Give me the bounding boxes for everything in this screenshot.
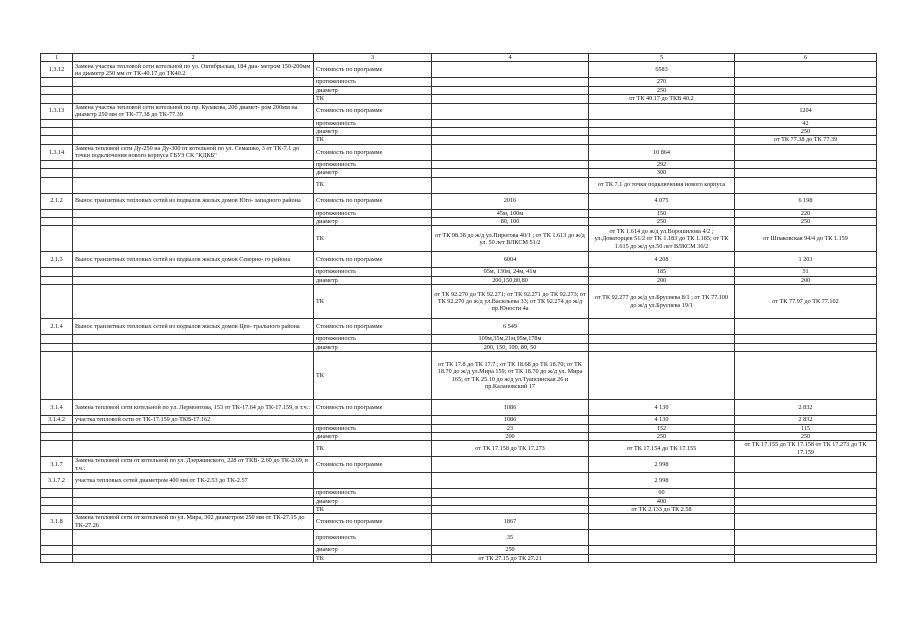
- table-row: [41, 343, 877, 351]
- item-number: [41, 136, 73, 144]
- item-description: [73, 209, 314, 217]
- value-col-6: [735, 343, 877, 351]
- parameter: ТК: [314, 226, 432, 252]
- value-col-6: [735, 473, 877, 489]
- value-col-6: [735, 62, 877, 78]
- value-col-6: 250: [735, 128, 877, 136]
- item-description: [73, 177, 314, 193]
- item-description: [73, 335, 314, 343]
- value-col-4: 23: [432, 424, 589, 432]
- table-row: [41, 514, 877, 530]
- item-description: [73, 489, 314, 497]
- parameter: ТК: [314, 177, 432, 193]
- value-col-6: 51: [735, 268, 877, 276]
- value-col-5: 250: [589, 218, 735, 226]
- table-row: [41, 78, 877, 86]
- value-col-5: 6583: [589, 62, 735, 78]
- value-col-5: от ТК 40.17 до ТКВ 40.2: [589, 95, 735, 103]
- item-description: [73, 505, 314, 513]
- program-table: [40, 53, 877, 563]
- value-col-5: 292: [589, 160, 735, 168]
- table-row: [41, 352, 877, 400]
- value-col-4: [432, 128, 589, 136]
- table-row: [41, 119, 877, 127]
- value-col-6: [735, 554, 877, 562]
- table-row: [41, 335, 877, 343]
- value-col-6: 6 198: [735, 193, 877, 209]
- table-row: [41, 505, 877, 513]
- item-number: 2.1.4: [41, 319, 73, 335]
- item-number: [41, 218, 73, 226]
- value-col-5: 4 208: [589, 252, 735, 268]
- table-row: [41, 128, 877, 136]
- value-col-4: 2016: [432, 193, 589, 209]
- value-col-6: [735, 78, 877, 86]
- table-row: [41, 473, 877, 489]
- parameter: ТК: [314, 441, 432, 457]
- item-description: Замена участка тепловой сети котельной по ул. Октябрьская, 184 диа- метром 150-200мм на диаметр 250 мм от ТК-40.17 до ТК40.2: [73, 62, 314, 78]
- item-description: [73, 268, 314, 276]
- value-col-5: от ТК 92.277 до ж/д ул.Бруснева 8/1 ; от ТК 77.100 до ж/д ул.Бруснева 19/1: [589, 285, 735, 319]
- value-col-4: [432, 136, 589, 144]
- value-col-4: [432, 497, 589, 505]
- item-number: [41, 432, 73, 440]
- parameter: диаметр: [314, 497, 432, 505]
- value-col-4: 6004: [432, 252, 589, 268]
- item-description: участка тепловой сети от ТК-17.159 до ТКВ-17.162: [73, 416, 314, 424]
- item-number: [41, 78, 73, 86]
- header-col-1: 1: [41, 54, 73, 62]
- parameter: Стоимость по программе: [314, 457, 432, 473]
- item-number: 3.1.7.2: [41, 473, 73, 489]
- value-col-4: от ТК 27.15 до ТК 27.21: [432, 554, 589, 562]
- value-col-4: 109м,35м,21м,95м,178м: [432, 335, 589, 343]
- header-col-3: 3: [314, 54, 432, 62]
- item-description: Вынос транзитных тепловых сетей из подвалов жилых домов Юго- западного района: [73, 193, 314, 209]
- value-col-5: [589, 352, 735, 400]
- item-number: 1.3.14: [41, 144, 73, 160]
- parameter: диаметр: [314, 169, 432, 177]
- item-description: Замена участка тепловой сети котельной по пр. Кулакова, 20б диамет- ром 200мм на диаметр 250 мм от ТК-77.38 до ТК-77.39: [73, 103, 314, 119]
- value-col-4: от ТК 17.158 до ТК 17.273: [432, 441, 589, 457]
- value-col-5: 150: [589, 209, 735, 217]
- item-number: 3.1.4: [41, 400, 73, 416]
- item-description: [73, 546, 314, 554]
- item-number: [41, 276, 73, 284]
- value-col-4: [432, 103, 589, 119]
- header-col-5: 5: [589, 54, 735, 62]
- value-col-6: [735, 546, 877, 554]
- item-number: [41, 285, 73, 319]
- parameter: протяженность: [314, 424, 432, 432]
- value-col-4: [432, 489, 589, 497]
- item-number: 3.1.8: [41, 514, 73, 530]
- header-col-6: 6: [735, 54, 877, 62]
- parameter: протяженность: [314, 78, 432, 86]
- table-row: [41, 226, 877, 252]
- value-col-5: [589, 514, 735, 530]
- item-number: [41, 352, 73, 400]
- item-number: 2.1.3: [41, 252, 73, 268]
- item-description: [73, 136, 314, 144]
- table-row: [41, 319, 877, 335]
- item-number: 3.1.4.2: [41, 416, 73, 424]
- table-row: [41, 285, 877, 319]
- value-col-4: [432, 144, 589, 160]
- table-row: [41, 86, 877, 94]
- parameter: ТК: [314, 554, 432, 562]
- table-row: [41, 218, 877, 226]
- item-description: [73, 441, 314, 457]
- value-col-5: 4 075: [589, 193, 735, 209]
- header-col-2: 2: [73, 54, 314, 62]
- table-row: [41, 209, 877, 217]
- item-description: Вынос транзитных тепловых сетей из подвалов жилых домов Цен- трального района: [73, 319, 314, 335]
- parameter: протяженность: [314, 530, 432, 546]
- item-description: [73, 343, 314, 351]
- value-col-4: [432, 86, 589, 94]
- parameter: диаметр: [314, 343, 432, 351]
- value-col-5: [589, 335, 735, 343]
- value-col-5: [589, 554, 735, 562]
- table-row: [41, 416, 877, 424]
- table-row: [41, 95, 877, 103]
- value-col-6: 1 203: [735, 252, 877, 268]
- header-col-4: 4: [432, 54, 589, 62]
- table-row: [41, 160, 877, 168]
- table-row: [41, 489, 877, 497]
- value-col-4: 95м, 130м, 24м, 41м: [432, 268, 589, 276]
- value-col-4: 45м, 100м: [432, 209, 589, 217]
- value-col-4: от ТК 98.38 до ж/д ул.Пирогова 40/1 ; от ТК 1.613 до ж/д ул. 50 лет ВЛКСМ 51/2: [432, 226, 589, 252]
- value-col-5: 250: [589, 432, 735, 440]
- item-number: 1.3.13: [41, 103, 73, 119]
- value-col-6: 1204: [735, 103, 877, 119]
- value-col-5: [589, 319, 735, 335]
- item-number: [41, 226, 73, 252]
- value-col-4: [432, 177, 589, 193]
- value-col-5: 4 130: [589, 400, 735, 416]
- table-row: [41, 276, 877, 284]
- value-col-6: [735, 177, 877, 193]
- parameter: ТК: [314, 136, 432, 144]
- item-description: [73, 95, 314, 103]
- value-col-6: от ТК 77.38 до ТК 77.39: [735, 136, 877, 144]
- parameter: Стоимость по программе: [314, 193, 432, 209]
- value-col-6: [735, 497, 877, 505]
- item-number: [41, 119, 73, 127]
- value-col-4: 200, 150, 100, 80, 50: [432, 343, 589, 351]
- value-col-6: 200: [735, 276, 877, 284]
- value-col-5: 2 998: [589, 473, 735, 489]
- item-description: участка тепловых сетей диаметром 400 мм от ТК-2.53 до ТК-2.57: [73, 473, 314, 489]
- value-col-4: [432, 505, 589, 513]
- table-row: [41, 193, 877, 209]
- table-row: [41, 177, 877, 193]
- item-description: [73, 276, 314, 284]
- item-number: [41, 86, 73, 94]
- value-col-4: 200: [432, 432, 589, 440]
- program-table-body: [41, 54, 877, 563]
- item-number: [41, 169, 73, 177]
- item-description: [73, 128, 314, 136]
- parameter: [314, 473, 432, 489]
- value-col-5: 185: [589, 268, 735, 276]
- value-col-6: [735, 169, 877, 177]
- parameter: диаметр: [314, 218, 432, 226]
- value-col-6: [735, 335, 877, 343]
- value-col-5: [589, 136, 735, 144]
- value-col-6: [735, 95, 877, 103]
- parameter: протяженность: [314, 119, 432, 127]
- item-description: Замена тепловой сети Ду-250 на Ду-300 от котельной по ул. Семашко, 3 от ТК-7.1 до точки подключения нового корпуса ГБУЗ СК "КДКБ": [73, 144, 314, 160]
- value-col-4: 35: [432, 530, 589, 546]
- value-col-6: [735, 489, 877, 497]
- item-number: [41, 441, 73, 457]
- value-col-4: [432, 119, 589, 127]
- value-col-4: [432, 457, 589, 473]
- value-col-5: 270: [589, 78, 735, 86]
- table-row: [41, 400, 877, 416]
- item-number: [41, 343, 73, 351]
- value-col-6: 250: [735, 218, 877, 226]
- parameter: протяженность: [314, 209, 432, 217]
- value-col-5: от ТК 2.133 до ТК 2.58: [589, 505, 735, 513]
- item-number: [41, 554, 73, 562]
- value-col-4: 250: [432, 546, 589, 554]
- value-col-6: [735, 86, 877, 94]
- value-col-4: 1086: [432, 400, 589, 416]
- item-description: [73, 160, 314, 168]
- item-description: Замена тепловой сети от котельной по ул. Мира, 302 диаметром 250 мм от ТК-27.15 до ТК-27.26: [73, 514, 314, 530]
- table-row: [41, 268, 877, 276]
- table-row: [41, 144, 877, 160]
- value-col-4: 200,150,80,80: [432, 276, 589, 284]
- value-col-5: [589, 343, 735, 351]
- parameter: диаметр: [314, 276, 432, 284]
- value-col-4: [432, 473, 589, 489]
- parameter: Стоимость по программе: [314, 319, 432, 335]
- table-row: [41, 424, 877, 432]
- parameter: протяженность: [314, 268, 432, 276]
- value-col-4: от ТК 17.8 до ТК 17.7 ; от ТК 18.68 до ТК 18.70; от ТК 18.70 до ж/д ул.Мира 159; от ТК 18.70 до ж/д ул. Мира 165; от ТК 25.10 до ж/д ул.Туапсинская 26 и пр.Калановский 17: [432, 352, 589, 400]
- value-col-4: 80, 100: [432, 218, 589, 226]
- parameter: [314, 416, 432, 424]
- value-col-6: [735, 457, 877, 473]
- item-number: [41, 95, 73, 103]
- table-row: [41, 103, 877, 119]
- parameter: протяженность: [314, 335, 432, 343]
- value-col-5: 250: [589, 86, 735, 94]
- value-col-4: 1086: [432, 416, 589, 424]
- value-col-5: [589, 546, 735, 554]
- parameter: диаметр: [314, 546, 432, 554]
- value-col-4: [432, 169, 589, 177]
- value-col-5: [589, 103, 735, 119]
- value-col-4: [432, 78, 589, 86]
- value-col-4: [432, 62, 589, 78]
- item-number: [41, 489, 73, 497]
- value-col-5: 200: [589, 276, 735, 284]
- table-row: [41, 530, 877, 546]
- table-row: [41, 62, 877, 78]
- item-number: 2.1.2: [41, 193, 73, 209]
- value-col-6: [735, 505, 877, 513]
- parameter: Стоимость по программе: [314, 252, 432, 268]
- value-col-5: 10 864: [589, 144, 735, 160]
- item-description: [73, 432, 314, 440]
- value-col-6: [735, 530, 877, 546]
- table-row: [41, 554, 877, 562]
- table-row: [41, 136, 877, 144]
- value-col-6: [735, 352, 877, 400]
- item-description: Замена тепловой сети от котельной по ул. Дзержинского, 228 от ТКВ- 2.60 до ТК-2.69, в т.ч.:: [73, 457, 314, 473]
- item-description: [73, 554, 314, 562]
- item-description: [73, 169, 314, 177]
- parameter: ТК: [314, 95, 432, 103]
- value-col-6: [735, 514, 877, 530]
- item-description: [73, 497, 314, 505]
- value-col-6: 42: [735, 119, 877, 127]
- parameter: ТК: [314, 352, 432, 400]
- parameter: диаметр: [314, 128, 432, 136]
- value-col-6: от Шпаковская 94/4 до ТК 1.159: [735, 226, 877, 252]
- item-description: Замена тепловой сети котельной по ул. Лермонтова, 153 от ТК-17.64 до ТК-17.159, в т.ч.:: [73, 400, 314, 416]
- parameter: ТК: [314, 285, 432, 319]
- parameter: протяженность: [314, 489, 432, 497]
- value-col-4: [432, 160, 589, 168]
- parameter: диаметр: [314, 432, 432, 440]
- item-number: 1.3.12: [41, 62, 73, 78]
- value-col-6: [735, 319, 877, 335]
- item-description: [73, 78, 314, 86]
- item-description: [73, 226, 314, 252]
- value-col-5: 400: [589, 497, 735, 505]
- value-col-4: 6 549: [432, 319, 589, 335]
- item-number: [41, 546, 73, 554]
- value-col-5: [589, 119, 735, 127]
- item-number: [41, 177, 73, 193]
- value-col-6: 2 832: [735, 400, 877, 416]
- value-col-4: [432, 95, 589, 103]
- item-number: [41, 530, 73, 546]
- table-row: [41, 169, 877, 177]
- item-number: [41, 209, 73, 217]
- item-description: [73, 218, 314, 226]
- value-col-4: от ТК 92.270 до ТК 92.271; от ТК 92.271 до ТК 92.273; от ТК 92.270 до ж/д ул.Васильева 33; от ТК 92.274 до ж/д пр.Юности 4а: [432, 285, 589, 319]
- parameter: Стоимость по программе: [314, 400, 432, 416]
- item-number: [41, 335, 73, 343]
- value-col-6: 115: [735, 424, 877, 432]
- item-number: [41, 497, 73, 505]
- value-col-6: 220: [735, 209, 877, 217]
- value-col-6: [735, 160, 877, 168]
- parameter: Стоимость по программе: [314, 514, 432, 530]
- item-number: [41, 424, 73, 432]
- item-description: [73, 119, 314, 127]
- table-row: [41, 432, 877, 440]
- table-row: [41, 546, 877, 554]
- item-description: [73, 285, 314, 319]
- parameter: диаметр: [314, 86, 432, 94]
- value-col-6: от ТК 17.155 до ТК 17.158 от ТК 17.273 до ТК 17.159: [735, 441, 877, 457]
- item-description: [73, 530, 314, 546]
- parameter: Стоимость по программе: [314, 62, 432, 78]
- header-row: [41, 54, 877, 62]
- table-row: [41, 252, 877, 268]
- value-col-5: 4 130: [589, 416, 735, 424]
- item-number: 3.1.7: [41, 457, 73, 473]
- value-col-5: 60: [589, 489, 735, 497]
- item-number: [41, 160, 73, 168]
- item-description: [73, 86, 314, 94]
- value-col-6: [735, 144, 877, 160]
- parameter: Стоимость по программе: [314, 103, 432, 119]
- value-col-5: от ТК 7.1 до точки подключения нового корпуса: [589, 177, 735, 193]
- value-col-5: 300: [589, 169, 735, 177]
- item-number: [41, 505, 73, 513]
- value-col-4: 1867: [432, 514, 589, 530]
- value-col-6: от ТК 77.97 до ТК 77.102: [735, 285, 877, 319]
- value-col-6: 2 832: [735, 416, 877, 424]
- table-row: [41, 497, 877, 505]
- item-number: [41, 268, 73, 276]
- parameter: ТК: [314, 505, 432, 513]
- value-col-5: [589, 128, 735, 136]
- table-row: [41, 457, 877, 473]
- value-col-5: 152: [589, 424, 735, 432]
- item-description: [73, 352, 314, 400]
- table-row: [41, 441, 877, 457]
- value-col-5: от ТК 1.614 до ж/д ул.Ворошилова 4/2 ; ул.Доваторцев 51/2 от ТК 1.183 до ТК 1.185; от ТК 1.615 до ж/д ул.50 лет ВЛКСМ 36/2: [589, 226, 735, 252]
- value-col-5: [589, 530, 735, 546]
- item-description: [73, 424, 314, 432]
- item-number: [41, 128, 73, 136]
- parameter: Стоимость по программе: [314, 144, 432, 160]
- value-col-6: 250: [735, 432, 877, 440]
- item-description: Вынос транзитных тепловых сетей из подвалов жилых домов Северно- го района: [73, 252, 314, 268]
- value-col-5: 2 998: [589, 457, 735, 473]
- parameter: протяженность: [314, 160, 432, 168]
- value-col-5: от ТК 17.154 до ТК 17.155: [589, 441, 735, 457]
